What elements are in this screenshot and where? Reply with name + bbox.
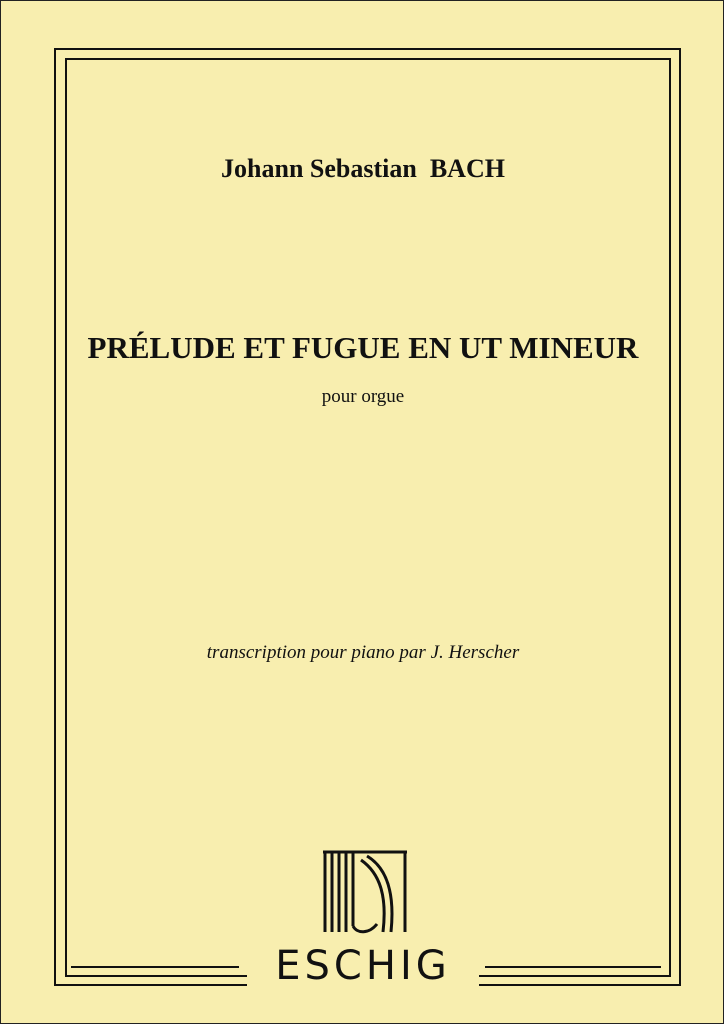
eschig-harp-logo-icon bbox=[317, 848, 411, 936]
instrument-subtitle: pour orgue bbox=[321, 386, 405, 407]
inner-border-frame bbox=[65, 58, 671, 977]
publisher-name: ESCHIG bbox=[275, 943, 451, 989]
work-title: PRÉLUDE ET FUGUE EN UT MINEUR bbox=[87, 330, 639, 365]
publisher-rule-left bbox=[71, 966, 239, 968]
composer-name: Johann Sebastian BACH bbox=[221, 154, 505, 183]
arrangement-credit: transcription pour piano par J. Herscher bbox=[206, 642, 520, 663]
publisher-rule-right bbox=[485, 966, 661, 968]
publisher-row bbox=[1, 941, 724, 991]
